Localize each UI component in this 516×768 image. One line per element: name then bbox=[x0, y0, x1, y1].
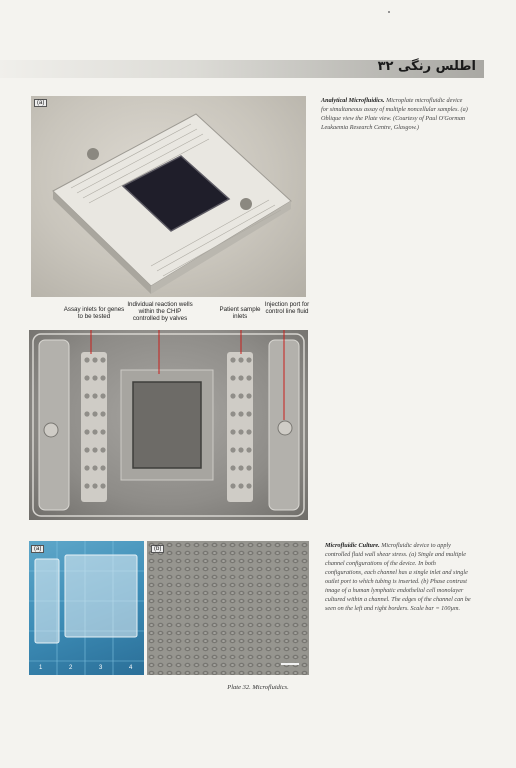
annotation-assay-inlets: Assay inlets for genes to be tested bbox=[63, 306, 125, 320]
page-header-title: اطلس رنگی ۳۲ bbox=[377, 59, 476, 74]
caption-body: Microplate microfluidic device for simultaneous assay of multiple noncellular samples. (a) Oblique view the Plate view. (Courtesy of Paul O'Gorman Leukaemia Research Centre, Glasgow.) bbox=[321, 97, 468, 131]
grid-number: 3 bbox=[99, 665, 103, 671]
page-mark bbox=[388, 11, 390, 13]
annotation-patient-inlets: Patient sample inlets bbox=[219, 306, 261, 320]
port-icon bbox=[278, 421, 292, 435]
grid-number: 1 bbox=[39, 665, 43, 671]
screw-icon bbox=[240, 198, 252, 210]
port-icon bbox=[44, 423, 58, 437]
panel-label: (a) bbox=[34, 99, 47, 107]
photo-oblique-view bbox=[31, 96, 306, 297]
annotation-reaction-wells: Individual reaction wells within the CHIP controlled by valves bbox=[127, 301, 193, 322]
screw-icon bbox=[87, 148, 99, 160]
plate-chip-illustration bbox=[29, 330, 308, 520]
annotation-injection-port: Injection port for control line fluid bbox=[264, 301, 310, 315]
grid-number: 4 bbox=[129, 665, 133, 671]
caption-analytical bbox=[321, 96, 471, 132]
oblique-chip-illustration bbox=[31, 96, 306, 297]
cell-monolayer-texture bbox=[147, 541, 309, 675]
panel-label: (a) bbox=[31, 545, 44, 553]
photo-phase-contrast bbox=[147, 541, 309, 675]
scale-bar bbox=[281, 663, 299, 665]
caption-microfluidic-culture bbox=[325, 541, 473, 613]
photo-plate-view bbox=[29, 330, 308, 520]
grid-number: 2 bbox=[69, 665, 73, 671]
panel-label: (b) bbox=[151, 545, 164, 553]
caption-body: Microfluidic device to apply controlled fluid wall shear stress. (a) Single and multiple channel configurations of the device. In both configurations, each channel has a single inlet and single outlet port to which tubing is inserted. (b) Phase contrast image of a human lymphatic endothelial cell monolayer cultured within a channel. The edges of the channel can be seen on the left and right borders. Scale bar = 100µm. bbox=[325, 542, 471, 612]
caption-title: Analytical Microfluidics. bbox=[321, 97, 385, 104]
photo-device-configurations bbox=[29, 541, 144, 675]
device-grid-illustration bbox=[29, 541, 144, 675]
plate-caption: Plate 32. Microfluidics. bbox=[227, 684, 289, 691]
caption-title: Microfluidic Culture. bbox=[325, 542, 380, 549]
